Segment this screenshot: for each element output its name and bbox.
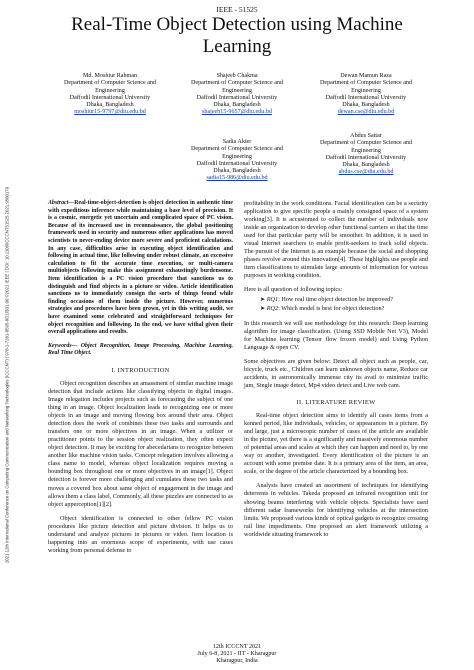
author-name: Sadia Akter: [222, 139, 252, 145]
abstract-text: —Real-time-object-detection is object detection in authentic time with expeditious inference while maintaining a base level of precision. It is a cosmic, energetic yet uncertain and complicated space of PC vision. Because of its increased use in reconnaissance, the global positioning framework used in security and numerous other applications has moved scientists to never-ending device more severe and proficient calculations. In any case, difficulties arise in executing object identification and following in actual time, like following under robust climate, an excessive calculation to fit the accurate time execution, or multi-camera multiobjects following make this assignment exhaustingly burdensome. Item identification is a PC vision procedure that sanctions us to distinguish and find objects in a picture or video. Article identification sanctions us to immediately consign the sorts of things found while finding occasions of them inside the picture. However, numerous strategies and procedures have been grown, yet in this writing audit, we have examined some celebrated and straightforward techniques for object recognition and following. In the end, we have withal given their overall applications and results.: [48, 200, 233, 336]
author-email-link[interactable]: shajeeb15-9657@diu.edu.bd: [202, 109, 272, 116]
abstract: [48, 200, 233, 337]
research-question-2: ➤ RQ2: Which model is best for object detection?: [260, 304, 385, 312]
author-city: Dhaka, Bangladesh: [86, 102, 134, 109]
author-email-link[interactable]: dewan.cse@diu.edu.bd: [337, 109, 395, 116]
left-column: [48, 200, 233, 555]
keywords: [48, 343, 233, 358]
author-city: Dhaka, Bangladesh: [213, 168, 261, 175]
author-city: Dhaka, Bangladesh: [342, 102, 390, 109]
author-email-link[interactable]: abdus.cse@diu.edu.bd: [338, 169, 394, 176]
section-heading-literature-review: II. LITERATURE REVIEW: [296, 398, 376, 406]
author-univ: Daffodil International University: [325, 154, 407, 161]
objectives-paragraph: Some objectives are given below: Detect all object such as people, car, bicycle, truck etc., Children can learn unknown objects name, Reduce car accidents, in astronomically immense city its avail to minimize traffic jam, Single image detect, Mp4 video detect and Live web cam.: [244, 357, 428, 389]
footer-dates: July 6-8, 2021 - IIT - Kharagpur: [197, 651, 277, 657]
author-univ: Daffodil International University: [69, 94, 151, 101]
intro-paragraph-2: Object identification is connected to other fellow PC vision procedures like picture detection and picture division. It helps us to understand and analyze pictures in pictures or video. Item location is happening into an enormous scope of experiments, with use cases working from personal defense to: [48, 514, 233, 554]
author-city: Dhaka, Bangladesh: [213, 102, 261, 109]
author-block-5: [296, 133, 436, 177]
footer-conference: 12th ICCCNT 2021: [212, 644, 262, 650]
rq1-text: : How real time object detection be improved?: [278, 295, 394, 303]
rq2-text: : Which model is best for object detection?: [278, 304, 385, 312]
rq-intro: Here is all question of following topics:: [244, 286, 343, 294]
paper-title: [30, 14, 444, 58]
author-block-2: [167, 73, 307, 117]
rq2-label: RQ2: [266, 304, 279, 312]
author-dept-2: Engineering: [351, 147, 381, 154]
keywords-text: — Object Recognition, Image Processing, Machine Learning, Real Time Object.: [48, 342, 233, 357]
doi-sidebar-text: 2021 12th International Conference on Computing Communication and Networking Technologies (ICCCNT) | 978-1-7281-8595-8/21/$31.00 ©2021 IEEE | DOI: 10.1109/ICCCNT51525.2021.9580170: [4, 186, 10, 564]
author-dept: Department of Computer Science and: [190, 146, 284, 153]
doi-sidebar: [2, 95, 12, 655]
author-block-3: [296, 73, 436, 117]
rq1-label: RQ1: [266, 295, 279, 303]
author-univ: Daffodil International University: [196, 160, 278, 167]
author-block-4: [167, 139, 307, 183]
page-footer: [0, 644, 474, 665]
author-dept-2: Engineering: [222, 153, 252, 160]
abstract-label: Abstract: [48, 200, 69, 206]
right-paragraph-1: profitability in the work conditions. Facial identification can be a security application to give specific people a mainly consigned space of a system working[3]. It is accustomed to collect the number of individuals now inside an organization to develop other functional carriers so that the time used for that particular party will be smoother. In addition, it is used in visual Internet searchers to enable profit-seekers to track solid objects. The pursuit of the Internet is an example because the social and shopping phases revolve around this innovation[4]. These highlights use people and item classifications to stimulate large amounts of information for various purposes in working condition.: [244, 200, 428, 280]
author-dept-2: Engineering: [95, 87, 125, 94]
author-email-link[interactable]: sadia15-986@diu.edu.bd: [206, 175, 268, 182]
author-dept-2: Engineering: [351, 87, 381, 94]
footer-location: Kharagpur, India: [216, 658, 258, 664]
intro-paragraph-1: Object recognition describes an amassment of similar machine image detection that include actions like classifying objects in digital images. Image relegation includes projects such as forecasting the subject of one thing in an image. Object localization leads to recognizing one or more objects in an image and moving flowing box around their area. Object detection does the work of combines these two tasks and surrounds and transfers one or more objectives in an image. When a utilizer or practitioner points to the session object realization, they often expect object detection. It may be exciting for abecedarians to recognize between another like machine vision tasks. Concept relegation involves allowing a class name to model, whereas object localization requires moving a bounding box throughout one or more objectives in an image[1]. Object detection is forever more challenging and cumulates these two tasks and moves a covered box about same object of engagement in the image and allows them a class label, Commonly, all these puzzles are connected to as object apperception[1][2].: [48, 379, 233, 508]
author-dept: Department of Computer Science and: [319, 80, 413, 87]
author-dept: Department of Computer Science and: [319, 140, 413, 147]
literature-paragraph-2: Analysts have created an assortment of techniques for identifying deterrents in vehicles. Takeda proposed an infrared recognition unit for showing beams interfering with vehicle objects. Specialists have used different radar frameworks for identifying vehicles at the intersection limits. We proposed various kinds of optical gadgets to recognize crossing rail line impediments. One proposed an alert framework utilizing a worldwide situating framework to: [244, 482, 428, 538]
author-dept: Department of Computer Science and: [63, 80, 157, 87]
literature-paragraph-1: Real-time object detection aims to identify all cases items from a kenned period, like individuals, vehicles, or appearances in a picture. By and large, just a microscopic number of cases of the article are available in the picture, yet there is a significantly and massively enormous number of potential areas and scales at which they can happen and need to, by one way or another, investigated. Every identification of the picture is an account with some premise date. It is a primary area of the item, an area, scale, or the degree of the article characterized by a bounding box.: [244, 412, 428, 476]
author-city: Dhaka, Bangladesh: [342, 162, 390, 169]
keywords-label: Keywords: [48, 342, 72, 349]
author-block-1: [40, 73, 180, 117]
author-name: Md. Moshiur Rahman: [83, 73, 137, 79]
author-email-link[interactable]: moshiur15-9797@diu.edu.bd: [74, 109, 146, 116]
conference-id: IEEE - 51525: [216, 5, 258, 14]
author-univ: Daffodil International University: [325, 94, 407, 101]
author-dept: Department of Computer Science and: [190, 80, 284, 87]
author-name: Abdus Sattar: [350, 133, 382, 139]
author-univ: Daffodil International University: [196, 94, 278, 101]
right-column: [244, 200, 428, 539]
methodology-paragraph: In this research we will use methodology for this research: Deep learning algorithm for image classification. (Using SSD Mobile Net V3), Model for Machine learning (Tensor flow frozen model) and Using Python Language & open CV.: [244, 319, 428, 351]
title-line-2: Learning: [202, 36, 272, 57]
author-name: Dewan Mamun Raza: [340, 73, 392, 79]
author-dept-2: Engineering: [222, 87, 252, 94]
author-name: Shajeeb Chakma: [216, 73, 258, 79]
research-question-1: ➤ RQ1: How real time object detection be improved?: [260, 295, 394, 303]
title-line-1: Real-Time Object Detection using Machine: [71, 14, 403, 35]
section-heading-introduction: I. INTRODUCTION: [111, 366, 170, 374]
